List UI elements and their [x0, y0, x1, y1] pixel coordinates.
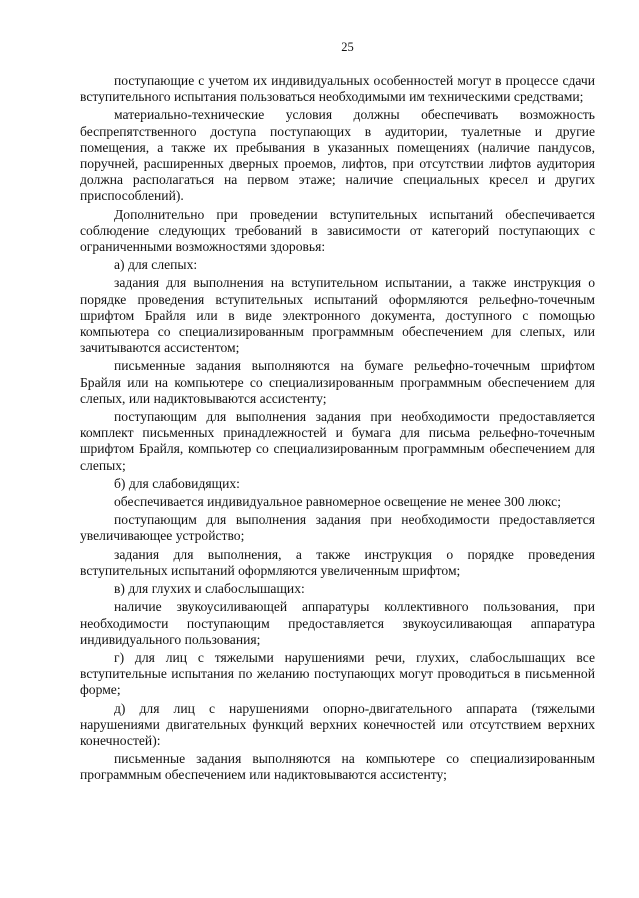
paragraph: Дополнительно при проведении вступительных испытаний обеспечивается соблюдение следующих требований в зависимости от категорий поступающих с ограниченными возможностями здоровья:	[80, 206, 595, 255]
paragraph: наличие звукоусиливающей аппаратуры коллективного пользования, при необходимости поступающим предоставляется звукоусиливающая аппаратура индивидуального пользования;	[80, 599, 595, 647]
paragraph: поступающие с учетом их индивидуальных особенностей могут в процессе сдачи вступительного испытания пользоваться необходимыми им техническими средствами;	[80, 73, 595, 105]
paragraph: б) для слабовидящих:	[114, 475, 240, 491]
paragraph: в) для глухих и слабослышащих:	[114, 581, 305, 597]
paragraph: поступающим для выполнения задания при необходимости предоставляется увеличивающее устройство;	[80, 512, 595, 544]
page-number: 25	[341, 40, 354, 54]
paragraph: задания для выполнения, а также инструкция о порядке проведения вступительных испытаний оформляются увеличенным шрифтом;	[80, 546, 595, 578]
paragraph: поступающим для выполнения задания при необходимости предоставляется комплект письменных принадлежностей и бумага для письма рельефно-точечным шрифтом Брайля, компьютер со специализированным программным обеспечением для слепых;	[80, 409, 595, 473]
paragraph: письменные задания выполняются на компьютере со специализированным программным обеспечением или надиктовываются ассистенту;	[80, 751, 595, 783]
paragraph: д) для лиц с нарушениями опорно-двигательного аппарата (тяжелыми нарушениями двигательных функций верхних конечностей или отсутствием верхних конечностей):	[80, 700, 595, 748]
paragraph: обеспечивается индивидуальное равномерное освещение не менее 300 люкс;	[114, 494, 561, 510]
document-body	[80, 73, 595, 784]
paragraph: задания для выполнения на вступительном испытании, а также инструкция о порядке проведения вступительных испытаний оформляются рельефно-точечным шрифтом Брайля или в виде электронного документа, доступного с помощью компьютера со специализированным программным обеспечением для слепых, или зачитываются ассистентом;	[80, 275, 595, 356]
paragraph: письменные задания выполняются на бумаге рельефно-точечным шрифтом Брайля или на компьютере со специализированным программным обеспечением для слепых, или надиктовываются ассистенту;	[80, 358, 595, 406]
paragraph: материально-технические условия должны обеспечивать возможность беспрепятственного доступа поступающих в аудитории, туалетные и другие помещения, а также их пребывания в указанных помещениях (наличие пандусов, поручней, расширенных дверных проемов, лифтов, при отсутствии лифтов аудитория должна располагаться на первом этаже; наличие специальных кресел и других приспособлений).	[80, 107, 595, 204]
paragraph: а) для слепых:	[114, 257, 198, 273]
paragraph: г) для лиц с тяжелыми нарушениями речи, глухих, слабослышащих все вступительные испытания по желанию поступающих могут проводиться в письменной форме;	[80, 649, 595, 698]
